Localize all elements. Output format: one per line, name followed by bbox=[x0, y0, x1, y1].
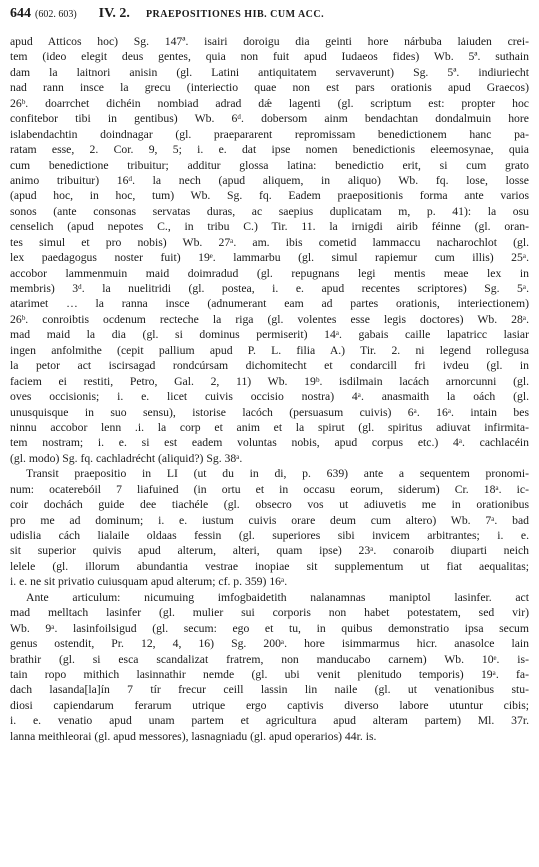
running-header bbox=[10, 6, 529, 28]
text-line: lelele (gl. illorum abundantia vestrae inopiae sit supplementum ut fiat aequalitas; bbox=[10, 559, 529, 573]
text-line: coir dochách guide dee tiachéle (gl. obsecro vos ut adiuvetis me in orationibus bbox=[10, 498, 529, 512]
text-line: censelich (apud nepotes C., in tribu C.) Tir. 11. la irnigdi airib féinne (gl. oran- bbox=[10, 220, 529, 234]
text-line: atarimet … la ranna insce (adnumerant eam ad partes orationis, interiectionem) bbox=[10, 297, 529, 311]
text-line: ratam esse, 2. Cor. 9, 5; i. e. dat ipse nomen benedictionis eleemosynae, quia bbox=[10, 143, 529, 157]
text-line: oves occisionis; i. e. licet cuivis occisio nostra) 4ᵃ. anasmaith la oách (gl. bbox=[10, 390, 529, 404]
text-line: la petor act iscirsagad rondcúrsam dichomitecht et condarcill fri ivdeu (gl. in bbox=[10, 359, 529, 373]
text-line: (gl. modo) Sg. fq. cachladrécht (aliquid?) Sg. 38ᵃ. bbox=[10, 451, 243, 465]
text-line: (apud hoc, in hoc, tum) Wb. Sg. fq. Eadem praepositionis forma ante varios bbox=[10, 189, 529, 203]
text-line: sit superior quivis apud alterum, alteri, quam ipse) 23ᵃ. conaroib diuparti neich bbox=[10, 544, 529, 558]
text-body bbox=[10, 34, 529, 744]
text-line: tain ropo mithich lasinnathir nemde (gl. ubi venit plenitudo temporis) 19ᵃ. fa- bbox=[10, 667, 529, 681]
text-line: i. e. ne sit privatio cuiusquam apud alterum; cf. p. 359) 16ᵃ. bbox=[10, 575, 288, 589]
text-line: cum benedictione tribuitur; additur glossa latina: benedictio erit, si cum grato bbox=[10, 158, 529, 172]
book-page bbox=[10, 6, 529, 744]
text-line: dam la laitnori anisin (gl. Latini antiquitatem servaverunt) Sg. 5ª. indiuriecht bbox=[10, 65, 529, 79]
page-reference: (602. 603) bbox=[35, 9, 77, 20]
text-line: lex paedagogus noster fuit) 19ᵉ. lammarbu (gl. simul rapiemur cum illis) 25ᵃ. bbox=[10, 251, 529, 265]
page-number: 644 bbox=[10, 6, 31, 21]
text-line: mad melltach lasinfer (gl. mulier sui corporis non habet potestatem, sed vir) bbox=[10, 606, 529, 620]
text-line: brathir (gl. si esca scandalizat fratrem, non manducabo carnem) Wb. 10ᵉ. is- bbox=[10, 652, 529, 666]
text-line: 26ᵇ. conroibtis ocdenum recteche la riga (gl. volentes esse legis doctores) Wb. 28ᵃ. bbox=[10, 312, 529, 326]
text-line: animo tribuitur) 16ᵈ. la nech (apud aliquem, in aliquo) Wb. fq. lose, losse bbox=[10, 173, 529, 187]
text-line: islabendachtin doindnagar (gl. praepararent repromissam benedictionem hanc pa- bbox=[10, 127, 529, 141]
text-line: tem nostram; i. e. si est eadem voluntas nobis, apud corpus etc.) 4ᵃ. cachlacéin bbox=[10, 436, 529, 450]
text-line: confitebor tibi in gentibus) Wb. 6ᵈ. dobersom ainm bendachtan dondalmuin hore bbox=[10, 112, 529, 126]
text-line: num: ocaterebóil 7 liafuined (in ortu et in occasu eorum, siderum) Cr. 18ᵃ. ic- bbox=[10, 482, 529, 496]
text-line: faciem ei restiti, Petro, Gal. 2, 11) Wb. 19ᵇ. isdilmain lacách arnorcunni (gl. bbox=[10, 374, 529, 388]
text-line: membris) 3ᵈ. la nuelitridi (gl. postea, i. e. apud recentes scriptores) Sg. 5ᵃ. bbox=[10, 282, 529, 295]
section-number: IV. 2. bbox=[98, 6, 130, 21]
text-line: nad rann insce la grecu (interiectio quae non est pars orationis apud Graecos) bbox=[10, 81, 529, 95]
text-line: i. e. venatio apud unam partem et agricultura apud alteram partem) Ml. 37r. bbox=[10, 714, 529, 728]
running-title: PRAEPOSITIONES HIB. CUM ACC. bbox=[145, 9, 325, 20]
text-line: lanna meithleorai (gl. apud messores), lasnagniadu (gl. apud operarios) 44r. is. bbox=[10, 729, 377, 743]
text-line: 26ᵇ. doarrchet dichéin nombiad adrad dǽ lagenti (gl. scriptum est: propter hoc bbox=[10, 96, 529, 110]
text-line: Ante articulum: nicumuing imfogbaidetith nalanamnas maniptol lasinfer. act bbox=[26, 590, 529, 604]
text-line: accobor lammenmuin maid doimradud (gl. repugnans legi mentis meae lex in bbox=[10, 266, 529, 280]
text-line: sonos (ante consonas servatas duras, ac saepius duplicatam m, p. 41): la osu bbox=[10, 204, 529, 218]
text-line: dach lasanda[la]ín 7 tír frecur ceill lassin lin naile (gl. ut venationibus stu- bbox=[10, 683, 529, 697]
text-line: mad maid la dia (gl. si dominus permiserit) 14ᵃ. gabais caille lapatricc lasiar bbox=[10, 328, 529, 342]
text-line: ninnu accobor lenn .i. la corp et anim et la spirut (gl. spiritus adiuvat infirmita- bbox=[10, 420, 529, 434]
text-line: pro me ad dominum; i. e. iustum cuivis orare deum cum altero) Wb. 7ᵃ. bad bbox=[10, 513, 529, 527]
text-line: ingen anfolmithe (cepit pallium apud P. L. filia A.) Tir. 2. ni legend rollegusa bbox=[10, 343, 529, 357]
text-line: unusquisque in suo sensu), istorise lacóch (persuasum cuivis) 6ᵃ. 16ᵃ. intain bes bbox=[10, 405, 529, 419]
text-line: genus ostendit, Pr. 12, 4, 16) Sg. 200ᵃ. hore isimmarmus hicr. anasolce lain bbox=[10, 637, 529, 651]
text-line: Transit praepositio in LI (ut du in di, p. 639) ante a sequentem pronomi- bbox=[26, 467, 529, 481]
text-line: tes simul et pro nobis) Wb. 27ᵃ. am. ibis cometid lammaccu nacharochlot (gl. bbox=[10, 235, 529, 249]
text-line: apud Atticos hoc) Sg. 147ª. isairi doroigu dia geinti hore nárbuba laiuden crei- bbox=[10, 35, 529, 48]
text-line: diosi capiendarum ferarum utrique ergo captivis diverso labore utuntur cibis; bbox=[10, 698, 529, 712]
text-line: tem (ideo elegit deus gentes, quia non fuit apud Iudaeos fides) Wb. 5ª. suthain bbox=[10, 50, 529, 64]
text-line: Wb. 9ᵃ. lasinfoilsigud (gl. secum: ego et tu, in quibus demonstratio ipsa secum bbox=[10, 621, 529, 635]
text-line: udislia cách lialaile oldaas fessin (gl. superiores sibi invicem arbitrantes; i. e. bbox=[10, 529, 529, 542]
